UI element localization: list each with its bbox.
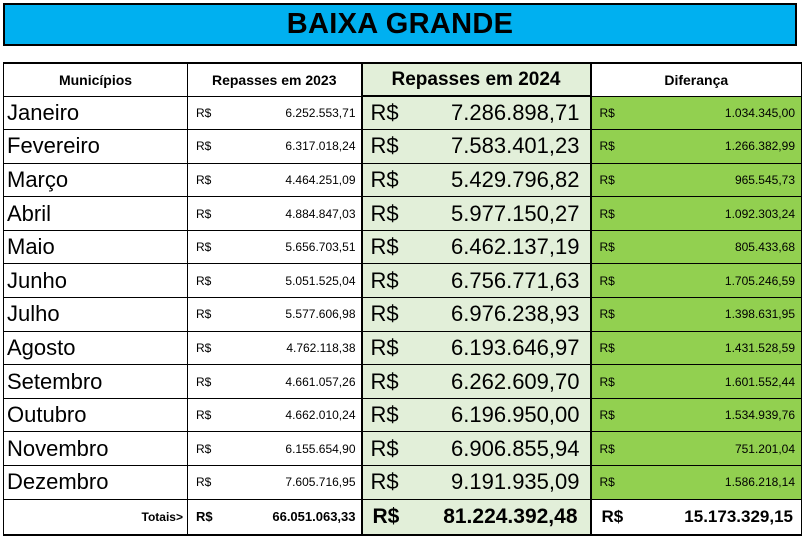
repasse-2024-cell	[362, 230, 591, 264]
totals-row	[4, 499, 802, 535]
repasse-2024-cell	[362, 365, 591, 399]
currency-symbol: R$	[196, 139, 212, 154]
month-label: Agosto	[4, 331, 188, 365]
transfers-table	[3, 62, 802, 536]
difference-cell	[591, 264, 802, 298]
currency-symbol: R$	[599, 105, 615, 120]
difference-cell	[591, 365, 802, 399]
difference-value: 1.398.631,95	[724, 307, 795, 322]
repasse-2023-value: 5.051.525,04	[285, 273, 356, 288]
currency-symbol: R$	[196, 475, 212, 490]
repasse-2023-value: 4.762.118,38	[286, 340, 356, 355]
table-row	[4, 230, 802, 264]
difference-value: 1.586.218,14	[724, 475, 795, 490]
table-row	[4, 365, 802, 399]
difference-cell	[591, 163, 802, 197]
table-row	[4, 466, 802, 500]
difference-value: 965.545,73	[734, 172, 795, 187]
repasse-2023-cell	[188, 432, 362, 466]
difference-cell	[591, 197, 802, 231]
currency-symbol: R$	[372, 504, 400, 528]
currency-symbol: R$	[196, 172, 212, 187]
repasse-2023-value: 4.661.057,26	[285, 374, 356, 389]
repasse-2023-value: 6.317.018,24	[285, 139, 356, 154]
month-label: Junho	[4, 264, 188, 298]
currency-symbol: R$	[599, 475, 615, 490]
repasse-2024-cell	[362, 163, 591, 197]
repasse-2023-value: 4.662.010,24	[285, 408, 356, 423]
month-label: Fevereiro	[4, 130, 188, 164]
header-municipios: Municípios	[4, 63, 188, 96]
month-label: Maio	[4, 230, 188, 264]
currency-symbol: R$	[370, 100, 399, 126]
month-label: Julho	[4, 298, 188, 332]
month-label: Outubro	[4, 398, 188, 432]
repasse-2023-cell	[188, 365, 362, 399]
currency-symbol: R$	[599, 408, 615, 423]
currency-symbol: R$	[599, 307, 615, 322]
repasse-2023-cell	[188, 264, 362, 298]
page-title: BAIXA GRANDE	[3, 3, 797, 46]
repasse-2023-cell	[188, 163, 362, 197]
difference-cell	[591, 432, 802, 466]
table-row	[4, 163, 802, 197]
header-row	[4, 63, 802, 96]
currency-symbol: R$	[196, 340, 212, 355]
table-row	[4, 264, 802, 298]
repasse-2024-value: 6.906.855,94	[451, 435, 580, 461]
currency-symbol: R$	[196, 206, 212, 221]
repasse-2024-cell	[362, 264, 591, 298]
currency-symbol: R$	[599, 273, 615, 288]
currency-symbol: R$	[196, 408, 212, 423]
repasse-2024-value: 6.262.609,70	[451, 368, 580, 394]
table-row	[4, 96, 802, 130]
repasse-2024-cell	[362, 466, 591, 500]
repasse-2024-cell	[362, 331, 591, 365]
totals-label: Totais>	[4, 499, 188, 535]
currency-symbol: R$	[370, 234, 399, 260]
currency-symbol: R$	[196, 240, 212, 255]
currency-symbol: R$	[599, 172, 615, 187]
difference-value: 1.705.246,59	[724, 273, 795, 288]
repasse-2024-value: 7.286.898,71	[451, 100, 580, 126]
difference-cell	[591, 96, 802, 130]
currency-symbol: R$	[599, 206, 615, 221]
difference-value: 1.266.382,99	[724, 139, 795, 154]
total-2024-value: 81.224.392,48	[443, 504, 578, 528]
currency-symbol: R$	[196, 307, 212, 322]
month-label: Janeiro	[4, 96, 188, 130]
repasse-2023-cell	[188, 398, 362, 432]
month-label: Abril	[4, 197, 188, 231]
difference-value: 751.201,04	[734, 441, 795, 456]
repasse-2023-cell	[188, 130, 362, 164]
total-2023-cell	[188, 499, 362, 535]
table-row	[4, 398, 802, 432]
repasse-2023-cell	[188, 197, 362, 231]
repasse-2023-value: 6.252.553,71	[285, 105, 356, 120]
currency-symbol: R$	[599, 240, 615, 255]
repasse-2024-value: 6.756.771,63	[451, 267, 580, 293]
header-diferenca: Diferança	[591, 63, 802, 96]
currency-symbol: R$	[370, 267, 399, 293]
table-row	[4, 130, 802, 164]
repasse-2023-value: 4.464.251,09	[285, 172, 356, 187]
repasse-2023-value: 5.656.703,51	[285, 240, 356, 255]
repasse-2023-value: 4.884.847,03	[285, 206, 356, 221]
difference-cell	[591, 298, 802, 332]
month-label: Setembro	[4, 365, 188, 399]
repasse-2024-cell	[362, 298, 591, 332]
currency-symbol: R$	[196, 441, 212, 456]
repasse-2023-cell	[188, 230, 362, 264]
month-label: Dezembro	[4, 466, 188, 500]
table-row	[4, 432, 802, 466]
currency-symbol: R$	[599, 374, 615, 389]
difference-value: 805.433,68	[734, 240, 795, 255]
difference-cell	[591, 398, 802, 432]
difference-value: 1.534.939,76	[724, 408, 795, 423]
currency-symbol: R$	[370, 469, 399, 495]
total-diff-value: 15.173.329,15	[684, 506, 793, 526]
currency-symbol: R$	[370, 435, 399, 461]
currency-symbol: R$	[370, 166, 399, 192]
repasse-2024-cell	[362, 398, 591, 432]
total-2023-value: 66.051.063,33	[272, 509, 356, 525]
table-row	[4, 331, 802, 365]
difference-value: 1.092.303,24	[724, 206, 795, 221]
month-label: Março	[4, 163, 188, 197]
difference-value: 1.034.345,00	[724, 105, 795, 120]
currency-symbol: R$	[370, 133, 399, 159]
currency-symbol: R$	[196, 273, 212, 288]
repasse-2023-cell	[188, 466, 362, 500]
difference-value: 1.431.528,59	[724, 340, 795, 355]
difference-cell	[591, 130, 802, 164]
currency-symbol: R$	[370, 334, 399, 360]
currency-symbol: R$	[599, 139, 615, 154]
currency-symbol: R$	[196, 509, 213, 525]
repasse-2024-cell	[362, 96, 591, 130]
currency-symbol: R$	[370, 301, 399, 327]
table-row	[4, 197, 802, 231]
difference-value: 1.601.552,44	[724, 374, 795, 389]
currency-symbol: R$	[599, 441, 615, 456]
currency-symbol: R$	[196, 374, 212, 389]
total-diff-cell	[591, 499, 802, 535]
repasse-2024-cell	[362, 130, 591, 164]
repasse-2024-value: 6.976.238,93	[451, 301, 580, 327]
repasse-2023-value: 7.605.716,95	[285, 475, 356, 490]
repasse-2024-value: 6.462.137,19	[451, 234, 580, 260]
difference-cell	[591, 230, 802, 264]
header-repasses-2023: Repasses em 2023	[188, 63, 362, 96]
difference-cell	[591, 466, 802, 500]
repasse-2024-value: 7.583.401,23	[451, 133, 580, 159]
currency-symbol: R$	[601, 506, 624, 526]
repasse-2023-cell	[188, 331, 362, 365]
currency-symbol: R$	[370, 368, 399, 394]
repasse-2023-value: 6.155.654,90	[285, 441, 356, 456]
repasse-2023-cell	[188, 298, 362, 332]
total-2024-cell	[362, 499, 591, 535]
repasse-2024-value: 5.429.796,82	[451, 166, 580, 192]
difference-cell	[591, 331, 802, 365]
month-label: Novembro	[4, 432, 188, 466]
repasse-2024-value: 6.193.646,97	[451, 334, 580, 360]
repasse-2023-value: 5.577.606,98	[285, 307, 356, 322]
currency-symbol: R$	[599, 340, 615, 355]
currency-symbol: R$	[196, 105, 212, 120]
currency-symbol: R$	[370, 402, 399, 428]
table-row	[4, 298, 802, 332]
repasse-2024-value: 6.196.950,00	[451, 402, 580, 428]
header-repasses-2024: Repasses em 2024	[362, 63, 591, 96]
repasse-2024-cell	[362, 197, 591, 231]
repasse-2024-value: 9.191.935,09	[451, 469, 580, 495]
currency-symbol: R$	[370, 200, 399, 226]
repasse-2023-cell	[188, 96, 362, 130]
repasse-2024-cell	[362, 432, 591, 466]
repasse-2024-value: 5.977.150,27	[451, 200, 580, 226]
